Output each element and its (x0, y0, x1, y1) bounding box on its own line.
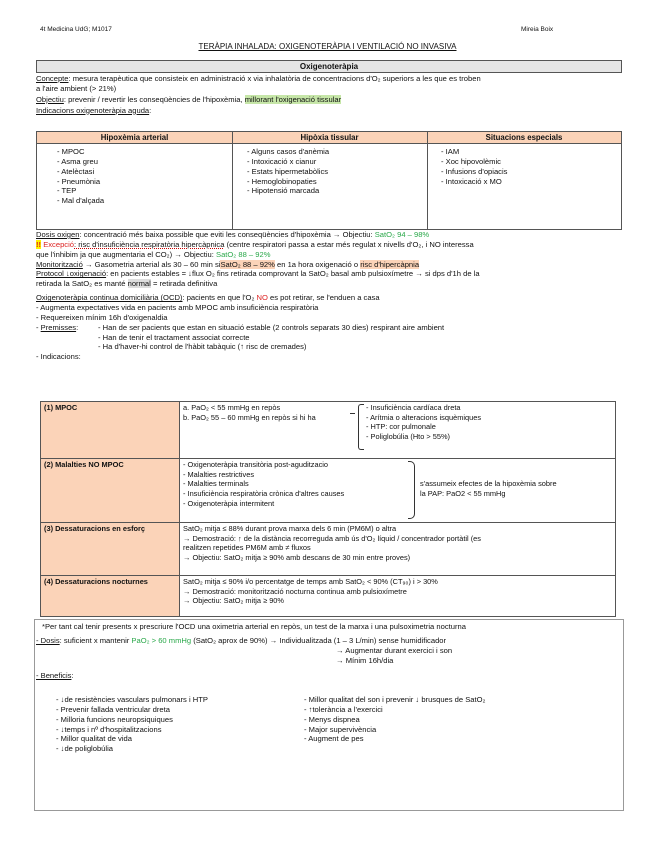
list-item: - Mal d'alçada (57, 196, 105, 206)
dosis-oxigen-label: Dosis oxigen (36, 230, 80, 239)
col-header-hipoxemia: Hipoxèmia arterial (100, 133, 169, 142)
page-title: TERÀPIA INHALADA: OXIGENOTERÀPIA I VENTILACIÓ NO INVASIVA (198, 42, 457, 51)
monitoritzacio-label: Monitorització (36, 259, 83, 269)
excepcio-text1: : risc d'insuficiència respiratòria hipercàpnica (74, 239, 225, 249)
brace-icon (358, 404, 364, 450)
dosis-extra: → Augmentar durant exercici i son (336, 645, 453, 655)
list-item: - Major supervivència (304, 724, 377, 734)
beneficis-label: - Beneficis (36, 671, 72, 681)
list-hipoxia (247, 147, 329, 196)
concepte-text2: a l'aire ambient (> 21%) (36, 83, 117, 93)
list-item: - ↓de resistències vasculars pulmonars i HTP (56, 695, 208, 704)
indicacions-table (40, 401, 616, 617)
list-item: - Asma greu (57, 156, 98, 166)
ocd-text2: es pot retirar, se l'enduen a casa (267, 293, 380, 303)
row-line: b. PaO₂ 55 – 60 mmHg en repòs si hi ha (183, 412, 316, 422)
bottom-frame (34, 619, 624, 811)
list-item: - ↓de poliglobúlia (56, 744, 113, 754)
table-row (41, 402, 616, 459)
dosis-label: - Dosis (36, 635, 60, 645)
row-label: (3) Dessaturacions en esforç (41, 523, 180, 576)
nota-text: *Per tant cal tenir presents x prescriure l'OCD una oximetria arterial en repòs, un test de la marxa i una pulsoximetria nocturna (42, 622, 466, 631)
list-item: - Infusions d'opiacis (441, 166, 508, 176)
bottom-block: *Per tant cal tenir presents x prescriure l'OCD una oximetria arterial en repòs, un test de la marxa i una pulsoximetria nocturna - Dosis: suficient x mantenir PaO₂ > 60 mmHg (SatO₂ aprox de 90%) → Individualitzada (1 – 3 L/min) sense humidificador → Augmentar durant exercici i son → Mínim 16h/dia - Beneficis: (36, 622, 626, 681)
list-item: - Milloria funcions neuropsiquiques (56, 714, 173, 724)
row-side-item: la PAP: PaO2 < 55 mmHg (420, 488, 506, 498)
row-label: (1) MPOC (41, 402, 180, 459)
dosis-oxigen-target: SatO₂ 94 – 98% (374, 230, 430, 239)
list-item: - Hemoglobinopaties (247, 176, 317, 186)
list-item: - Pneumònia (57, 176, 101, 186)
protocol-hl: normal (127, 279, 151, 289)
indicacions-aguda-table (36, 131, 622, 230)
row-line: → Objectiu: SatO₂ mitja ≥ 90% amb descans de 30 min entre proves) (183, 552, 411, 562)
list-item: - Prevenir fallada ventricular dreta (56, 704, 170, 714)
protocol-label: Protocol ↓oxigenació (36, 269, 107, 279)
dosis-oxigen-text: : concentració més baixa possible que eviti les conseqüències d'hipoxèmia → Objectiu: (79, 230, 373, 239)
row-line: a. PaO₂ < 55 mmHg en repòs (183, 403, 281, 412)
dosis-green: PaO₂ > 60 mmHg (131, 635, 192, 645)
list-item: - Augment de pes (304, 734, 364, 744)
table-row (41, 576, 616, 617)
list-item: - Alguns casos d'anèmia (247, 147, 330, 156)
row-line: SatO₂ mitja ≤ 88% durant prova marxa dels 6 min (PM6M) o altra (183, 524, 397, 533)
section-title: Oxigenoteràpia (36, 60, 622, 73)
excepcio-label: Excepció (43, 239, 75, 249)
list-item: - Millor qualitat del son i prevenir ↓ brusques de SatO₂ (304, 695, 486, 704)
objectiu-text: : prevenir / revertir les conseqüències de l'hipoxèmia, (63, 94, 243, 104)
row-side-item: - Insuficiència cardíaca dreta (366, 403, 461, 412)
list-item: - Intoxicació x cianur (247, 156, 317, 166)
excepcio-target: SatO₂ 88 – 92% (216, 249, 271, 259)
warning-icon: !! (36, 239, 42, 249)
protocol-text2: retirada la SatO₂ es manté (36, 279, 126, 289)
main-content: Concepte: mesura terapèutica que consisteix en administració x via inhalatòria de concentracions d'O₂ superiors a les que es troben a l'aire ambient (> 21%) Objectiu: prevenir / revertir les conseqüències de l'hipoxèmia, millorant l'oxigenació tissular Indicacions oxigenoteràpia aguda: (36, 74, 620, 115)
list-item: - Xoc hipovolèmic (441, 156, 501, 166)
row-side-item: - HTP: cor pulmonale (366, 422, 436, 432)
list-item: - ↑tolerància a l'exercici (304, 704, 383, 714)
ocd-label: Oxigenoteràpia continua domiciliària (OCD) (36, 293, 183, 303)
dosis-block: Dosis oxigen: concentració més baixa possible que eviti les conseqüències d'hipoxèmia → Objectiu: SatO₂ 94 – 98% !! Excepció: risc d'insuficiència respiratòria hipercàpnica (centre respiratori passa a estar més regulat x nivells d'O₂, i NO interessa que l'inhibim ja que augmentaria el CO₂) → Objectiu: SatO₂ 88 – 92% Monitorització → Gasometria arterial als 30 – 60 min siSatO₂ 88 – 92% en 1a hora oxigenació o risc d'hipercàpnia Protocol ↓oxigenació: en pacients estables = ↓flux O₂ fins retirada comprovant la SatO₂ basal amb pulsioxímetre → si dps d'1h de la retirada la SatO₂ es manté normal = retirada definitiva Oxigenoteràpia continua domiciliària (OCD): pacients en que l'O₂ NO es pot retirar, se l'enduen a casa - Augmenta expectatives vida en pacients amb MPOC amb insuficiència respiratòria - Requereixen mínim 16h d'oxigenaldia - Premisses: - Han de ser pacients que estan en situació estable (2 controls separats 30 dies) respirant aire ambient - Han de tenir el tractament associat correcte - Ha d'haver-hi control de l'hàbit tabàquic (↑ risc de cremades) - Indicacions: (36, 230, 626, 362)
objectiu-label: Objectiu (36, 94, 64, 104)
dosis-text2: (SatO₂ aprox de 90%) → Individualitzada (1 – 3 L/min) sense humidificador (191, 635, 447, 645)
indicacions-label: - Indicacions: (36, 352, 81, 362)
row-line: - Oxigenoteràpia intermitent (183, 498, 275, 508)
row-label: (2) Malalties NO MPOC (41, 459, 180, 523)
objectiu-highlight: millorant l'oxigenació tissular (244, 94, 342, 104)
list-hipoxemia (57, 147, 104, 206)
row-line: realitzen repetides PM6M amb ≠ fluxos (183, 543, 311, 553)
row-line: SatO₂ mitja ≤ 90% i/o percentatge de temps amb SatO₂ < 90% (CT₉₀) i > 30% (183, 577, 438, 586)
list-item: - ↓temps i nº d'hospitalitzacions (56, 724, 162, 734)
row-line: → Demostració: monitorització nocturna continua amb pulsioxímetre (183, 586, 407, 596)
list-item: - Requereixen mínim 16h d'oxigenaldia (36, 312, 168, 322)
dosis-text: : suficient x mantenir (59, 635, 130, 645)
list-situacions (441, 147, 507, 186)
concepte-label: Concepte (36, 74, 69, 83)
row-line: - Malalties restrictives (183, 469, 255, 479)
col-header-hipoxia: Hipòxia tissular (300, 133, 359, 142)
list-item: - Atelèctasi (57, 166, 95, 176)
list-item: - TEP (57, 186, 77, 196)
brace-icon (408, 461, 415, 519)
protocol-text3: = retirada definitiva (150, 279, 218, 289)
indicacions-aguda-label: Indicacions oxigenoteràpia aguda (36, 105, 150, 115)
arrow-connector (350, 413, 355, 414)
protocol-text1: : en pacients estables = ↓flux O₂ fins retirada comprovant la SatO₂ basal amb pulsioxímetre → si dps d'1h de la (106, 269, 480, 279)
concepte-text: : mesura terapèutica que consisteix en administració x via inhalatòria de concentracions d'O₂ superiors a les que es troben (68, 74, 481, 83)
list-item: - IAM (441, 147, 460, 156)
list-item: - Hipotensió marcada (247, 186, 320, 196)
ocd-no: NO (256, 293, 268, 303)
list-item: - Millor qualitat de vida (56, 734, 132, 744)
course-label: 4t Medicina UdG; M1017 (40, 26, 112, 33)
table-row (41, 459, 616, 523)
row-line: - Insuficiència respiratòria crònica d'altres causes (183, 488, 345, 498)
excepcio-text2: (centre respiratori passa a estar més regulat x nivells d'O₂, i NO interessa (226, 239, 474, 249)
excepcio-text3: que l'inhibim ja que augmentaria el CO₂) → Objectiu: (36, 249, 214, 259)
list-item: - Intoxicació x MO (441, 176, 502, 186)
monitoritzacio-hl2: risc d'hipercàpnia (360, 259, 420, 269)
list-item: - Han de tenir el tractament associat correcte (98, 332, 250, 342)
list-item: - MPOC (57, 147, 85, 156)
col-header-situacions: Situacions especials (485, 133, 563, 142)
ocd-text: : pacients en que l'O₂ (182, 293, 255, 303)
list-item: - Ha d'haver-hi control de l'hàbit tabàquic (↑ risc de cremades) (98, 342, 307, 352)
row-line: - Malalties terminals (183, 479, 249, 489)
monitoritzacio-text: → Gasometria arterial als 30 – 60 min si (82, 259, 221, 269)
monitoritzacio-hl1: SatO₂ 88 – 92% (220, 259, 275, 269)
list-item: - Estats hipermetabòlics (247, 166, 329, 176)
row-line: → Objectiu: SatO₂ mitja ≥ 90% (183, 596, 284, 606)
premisses-label: Premisses (40, 322, 77, 332)
list-item: - Augmenta expectatives vida en pacients amb MPOC amb insuficiència respiratòria (36, 303, 319, 313)
list-item: - Han de ser pacients que estan en situació estable (2 controls separats 30 dies) respirant aire ambient (98, 322, 445, 332)
list-item: - Menys dispnea (304, 714, 360, 724)
row-line: - Oxigenoteràpia transitòria post-aguditzacio (183, 460, 329, 469)
dosis-extra: → Mínim 16h/dia (336, 655, 394, 665)
row-side-item: - Poliglobúlia (Hto > 55%) (366, 431, 451, 441)
table-row (41, 523, 616, 576)
row-side-item: s'assumeix efectes de la hipoxèmia sobre (420, 479, 557, 488)
author-label: Mireia Boix (521, 26, 554, 33)
monitoritzacio-text2: en 1a hora oxigenació o (274, 259, 359, 269)
row-label: (4) Dessaturacions nocturnes (41, 576, 180, 617)
row-side-item: - Arítmia o alteracions isquèmiques (366, 412, 482, 422)
row-line: → Demostració: ↑ de la distància recorreguda amb ús d'O₂ líquid / concentrador portàtil (es (183, 533, 481, 543)
